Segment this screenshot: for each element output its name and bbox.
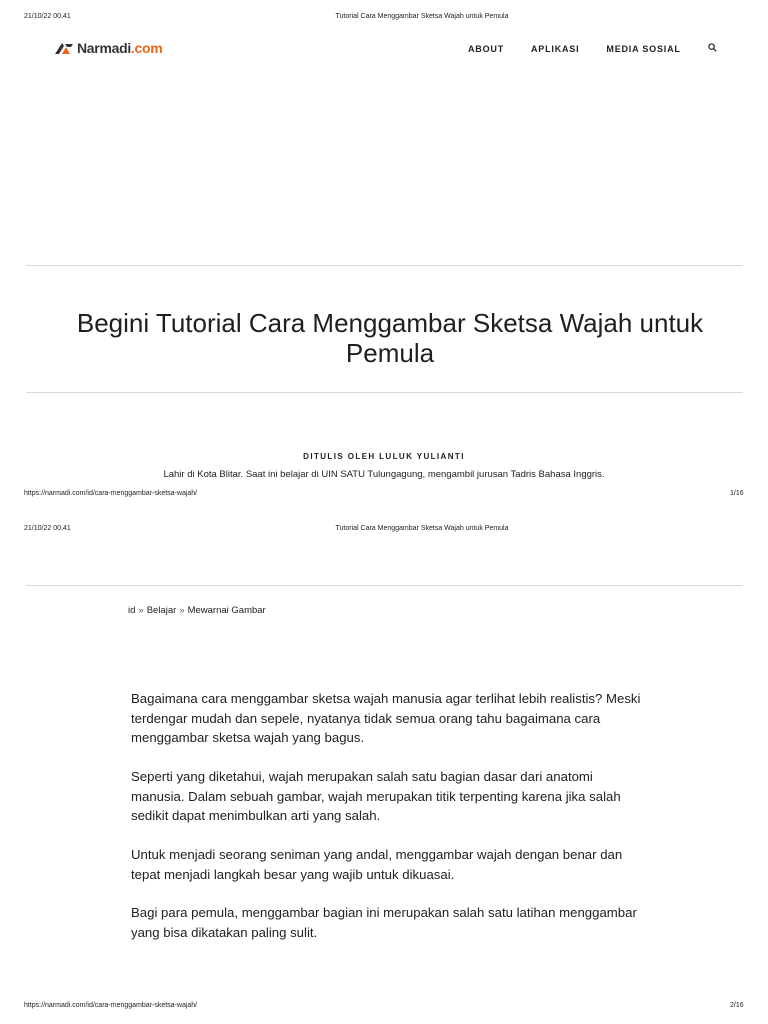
- article-title: Begini Tutorial Cara Menggambar Sketsa Wajah untuk Pemula: [76, 308, 704, 368]
- nav-about[interactable]: ABOUT: [468, 43, 504, 54]
- breadcrumb-id[interactable]: id: [128, 605, 136, 616]
- article-byline: DITULIS OLEH LULUK YULIANTI: [303, 452, 465, 461]
- logo-mark-icon: [54, 41, 74, 55]
- print-page-number: 2/16: [730, 1002, 744, 1009]
- breadcrumb-separator: »: [138, 605, 144, 616]
- divider-top: [26, 265, 743, 266]
- logo-text: [77, 40, 162, 56]
- print-page-title: Tutorial Cara Menggambar Sketsa Wajah untuk Pemula: [335, 13, 509, 20]
- breadcrumb: [128, 605, 266, 616]
- divider-page2: [26, 585, 743, 586]
- divider-bottom: [26, 392, 743, 393]
- logo-tld: .com: [130, 40, 163, 56]
- print-url: https://narmadi.com/id/cara-menggambar-sketsa-wajah/: [24, 1002, 198, 1009]
- nav-media-sosial[interactable]: MEDIA SOSIAL: [606, 43, 681, 54]
- breadcrumb-belajar[interactable]: Belajar: [146, 605, 177, 616]
- body-paragraph: Seperti yang diketahui, wajah merupakan salah satu bagian dasar dari anatomi manusia. Dalam sebuah gambar, wajah merupakan titik terpenting karena jika salah sedikit dapat menimbulkan arti yang salah.: [131, 769, 621, 823]
- breadcrumb-separator: »: [179, 605, 185, 616]
- site-logo[interactable]: [54, 40, 162, 56]
- nav-aplikasi[interactable]: APLIKASI: [531, 43, 580, 54]
- logo-name: Narmadi: [77, 40, 131, 56]
- search-button[interactable]: [708, 43, 717, 54]
- search-icon: [708, 43, 717, 52]
- body-paragraph: Bagaimana cara menggambar sketsa wajah manusia agar terlihat lebih realistis? Meski terdengar mudah dan sepele, nyatanya tidak semua orang tahu bagaimana cara menggambar sketsa wajah yang bagus.: [131, 691, 641, 745]
- print-page-title: Tutorial Cara Menggambar Sketsa Wajah untuk Pemula: [335, 525, 509, 532]
- print-datetime: 21/10/22 00.41: [24, 525, 71, 532]
- body-paragraph: Untuk menjadi seorang seniman yang andal, menggambar wajah dengan benar dan tepat menjadi langkah besar yang wajib untuk dikuasai.: [131, 847, 623, 882]
- body-paragraph: Bagi para pemula, menggambar bagian ini merupakan salah satu latihan menggambar yang bisa dikatakan paling sulit.: [131, 905, 637, 940]
- author-bio: Lahir di Kota Blitar. Saat ini belajar di UIN SATU Tulungagung, mengambil jurusan Tadris Bahasa Inggris.: [163, 469, 605, 480]
- main-nav: [441, 43, 717, 54]
- breadcrumb-mewarnai-gambar[interactable]: Mewarnai Gambar: [187, 605, 266, 616]
- print-page-number: 1/16: [730, 490, 744, 497]
- print-datetime: 21/10/22 00.41: [24, 13, 71, 20]
- print-url: https://narmadi.com/id/cara-menggambar-sketsa-wajah/: [24, 490, 198, 497]
